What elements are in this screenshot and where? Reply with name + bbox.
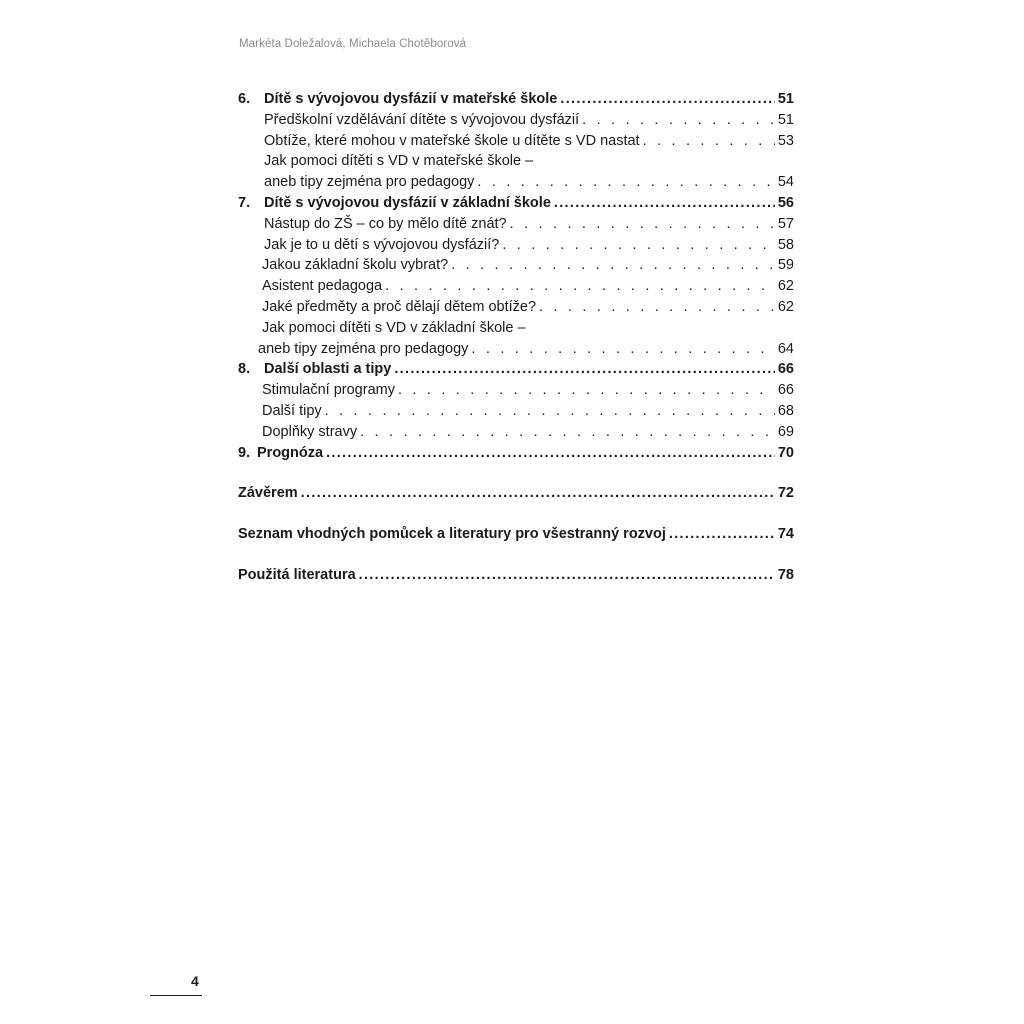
toc-aids-list[interactable] [238,524,794,545]
toc-page-number: 62 [777,278,794,295]
spacer [238,504,794,524]
toc-entry-title: Další tipy [262,402,322,419]
chapter-number: 8. [238,361,251,378]
toc-section[interactable] [238,255,794,276]
toc-page-number: 74 [777,526,794,543]
toc-page-number: 51 [777,111,794,128]
toc-chapter-7[interactable] [238,193,794,214]
toc-entry-title: Jak pomoci dítěti s VD v mateřské škole – [264,153,534,170]
leader-dots [477,172,774,193]
toc-section[interactable] [238,172,794,193]
leader-dots [394,359,775,380]
chapter-number: 7. [238,194,251,211]
toc-entry-title: Prognóza [257,444,324,461]
leader-dots [360,422,775,443]
toc-entry-title: Seznam vhodných pomůcek a literatury pro všestranný rozvoj [238,526,666,543]
toc-entry-title: Stimulační programy [262,382,395,399]
toc-page-number: 69 [777,423,794,440]
leader-dots [582,110,775,131]
toc-section[interactable] [238,401,794,422]
spacer [238,545,794,565]
leader-dots [301,483,775,504]
toc-page-number: 54 [777,174,794,191]
toc-section-line[interactable] [238,318,794,339]
toc-page-number: 56 [777,194,794,211]
toc-page-number: 57 [777,215,794,232]
leader-dots [359,565,775,586]
toc-page-number: 62 [777,298,794,315]
toc-entry-title: Další oblasti a tipy [264,361,392,378]
toc-conclusion[interactable] [238,483,794,504]
toc-section[interactable] [238,235,794,256]
chapter-number: 9. [238,444,251,461]
toc-chapter-9[interactable] [238,443,794,464]
toc-entry-title: Jaké předměty a proč dělají dětem obtíže? [262,298,537,315]
toc-entry-title: Dítě s vývojovou dysfázií v mateřské škole [264,91,558,107]
toc-entry-title: Asistent pedagoga [262,278,383,295]
toc-page-number: 51 [777,91,794,107]
chapter-number: 6. [238,91,251,107]
toc-entry-title: Závěrem [238,485,298,502]
toc-page-number: 72 [777,485,794,502]
toc-page-number: 66 [777,361,794,378]
toc-section[interactable] [238,110,794,131]
toc-page-number: 78 [777,566,794,583]
toc-entry-title: Použitá literatura [238,566,356,583]
toc-section[interactable] [238,131,794,152]
leader-dots [385,276,775,297]
leader-dots [451,255,775,276]
leader-dots [669,524,775,545]
leader-dots [539,297,775,318]
toc-section[interactable] [238,380,794,401]
toc-entry-title: aneb tipy zejména pro pedagogy [258,340,469,357]
toc-page-number: 70 [777,444,794,461]
toc-entry-title: Jak pomoci dítěti s VD v základní škole – [262,319,526,336]
toc-section[interactable] [238,214,794,235]
leader-dots [510,214,775,235]
leader-dots [325,401,775,422]
toc-section[interactable] [238,297,794,318]
toc-page-number: 64 [777,340,794,357]
toc-entry-title: Obtíže, které mohou v mateřské škole u dítěte s VD nastat [264,132,640,149]
toc-page-number: 53 [777,132,794,149]
toc-entry-title: Dítě s vývojovou dysfázií v základní škole [264,194,551,211]
leader-dots [398,380,775,401]
running-header: Markéta Doležalová, Michaela Chotěborová [239,38,467,50]
toc-section[interactable] [238,339,794,360]
toc-entry-title: aneb tipy zejména pro pedagogy [264,174,475,191]
leader-dots [560,89,775,110]
toc-entry-title: Doplňky stravy [262,423,358,440]
toc-chapter-8[interactable] [238,359,794,380]
toc-references[interactable] [238,565,794,586]
spacer [238,463,794,483]
toc-section-line[interactable] [238,151,794,172]
table-of-contents [238,89,794,586]
leader-dots [643,131,775,152]
toc-chapter-6[interactable] [238,89,794,110]
toc-section[interactable] [238,422,794,443]
toc-entry-title: Nástup do ZŠ – co by mělo dítě znát? [264,215,507,232]
leader-dots [502,235,775,256]
toc-section[interactable] [238,276,794,297]
leader-dots [471,339,774,360]
toc-page-number: 66 [777,382,794,399]
toc-entry-title: Jak je to u dětí s vývojovou dysfázií? [264,236,500,253]
toc-page-number: 59 [777,257,794,274]
footer-rule [150,995,202,996]
leader-dots [326,443,775,464]
toc-page-number: 68 [777,402,794,419]
leader-dots [554,193,775,214]
toc-entry-title: Předškolní vzdělávání dítěte s vývojovou dysfázií [264,111,580,128]
page-number: 4 [191,973,199,989]
toc-entry-title: Jakou základní školu vybrat? [262,257,449,274]
toc-page-number: 58 [777,236,794,253]
